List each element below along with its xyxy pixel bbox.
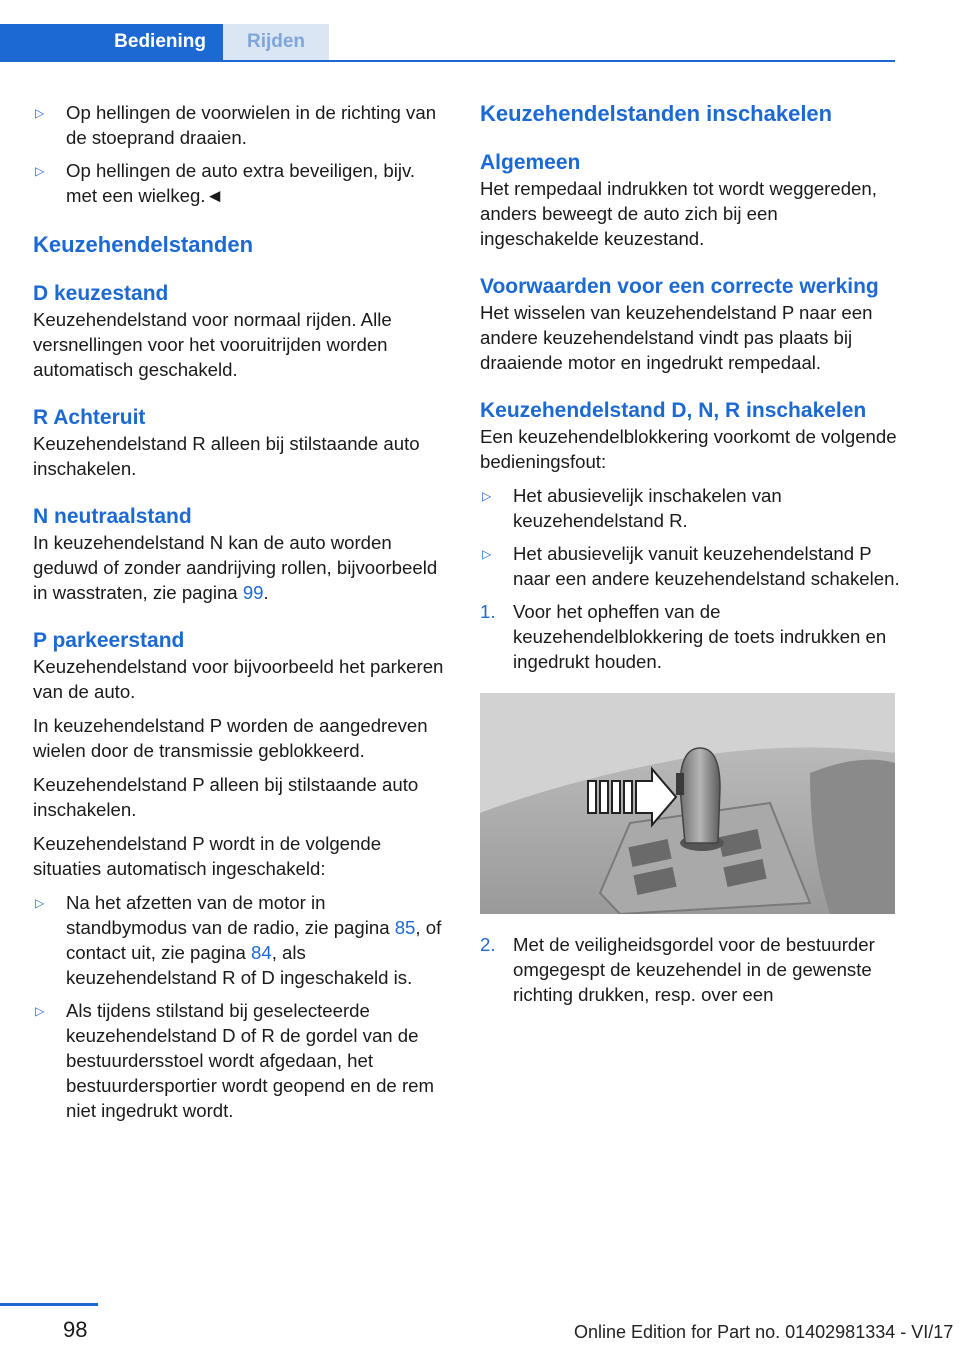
steps-list	[480, 599, 900, 674]
right-column	[480, 100, 900, 1015]
subheading-d: D keuzestand	[33, 282, 169, 305]
subheading-n: N neutraalstand	[33, 505, 192, 528]
page-number: 98	[63, 1317, 88, 1342]
subheading-p: P parkeerstand	[33, 629, 185, 652]
edition-label: Online Edition for Part no. 01402981334 - VI/17	[574, 1322, 954, 1342]
error-list	[480, 483, 900, 591]
section-heading: Keuzehendelstanden	[33, 232, 254, 257]
page-link[interactable]: 84	[251, 942, 272, 963]
paragraph: Keuzehendelstand voor bijvoorbeeld het parkeren van de auto.	[33, 656, 444, 702]
header-rule	[0, 60, 895, 62]
list-item: ▷ Het abusievelijk inschakelen van keuzehendelstand R.	[482, 485, 782, 531]
paragraph: Het rempedaal indrukken tot wordt weggereden, anders beweegt de auto zich bij een ingeschakelde keuzestand.	[480, 178, 877, 249]
subheading-algemeen: Algemeen	[480, 151, 581, 174]
tab-rijden[interactable]: Rijden	[223, 24, 329, 60]
list-item: 1. Voor het opheffen van de keuzehendelblokkering de toets indrukken en ingedrukt houden.	[480, 601, 887, 672]
page-link[interactable]: 99	[242, 582, 264, 603]
paragraph: Een keuzehendelblokkering voorkomt de volgende bedieningsfout:	[480, 426, 897, 472]
list-item: 2. Met de veiligheidsgordel voor de bestuurder omgegespt de keuzehendel in de gewenste richting drukken, resp. over een	[480, 934, 875, 1005]
subheading-r: R Achteruit	[33, 406, 146, 429]
list-item: ▷ Het abusievelijk vanuit keuzehendelstand P naar een andere keuzehendelstand schakelen.	[482, 543, 900, 589]
paragraph: Keuzehendelstand P wordt in de volgende situaties automatisch ingeschakeld:	[33, 833, 382, 879]
list-item: ▷ Na het afzetten van de motor in standbymodus van de radio, zie pagina 85, of contact uit, zie pagina 84, als keuzehendelstand R of D ingeschakeld is.	[35, 892, 442, 988]
paragraph: Keuzehendelstand R alleen bij stilstaande auto inschakelen.	[33, 433, 420, 479]
auto-p-list	[33, 890, 451, 1123]
triangle-right-icon: ▷	[35, 106, 45, 120]
triangle-right-icon: ▷	[482, 489, 492, 503]
triangle-right-icon: ▷	[35, 164, 45, 178]
footer-rule	[0, 1303, 98, 1306]
steps-list-continued	[480, 932, 900, 1007]
section-heading: Keuzehendelstanden inschakelen	[480, 101, 833, 126]
list-item: ▷ Op hellingen de voorwielen in de richting van de stoeprand draaien.	[35, 102, 437, 148]
paragraph: Keuzehendelstand voor normaal rijden. Alle versnellingen voor het vooruitrijden worden automatisch geschakeld.	[33, 309, 392, 380]
triangle-right-icon: ▷	[482, 547, 492, 561]
step-number: 2.	[480, 934, 496, 955]
paragraph: Het wisselen van keuzehendelstand P naar een andere keuzehendelstand vindt pas plaats bij draaiende motor en ingedrukt rempedaal.	[480, 302, 873, 373]
left-column	[33, 100, 451, 1131]
list-item: ▷ Als tijdens stilstand bij geselecteerde keuzehendelstand D of R de gordel van de bestuurdersstoel wordt afgedaan, het bestuurdersportier wordt geopend en de rem niet ingedrukt wordt.	[35, 1000, 434, 1121]
triangle-right-icon: ▷	[35, 1004, 45, 1018]
page-link[interactable]: 85	[394, 917, 416, 938]
chapter-tabs	[0, 0, 895, 62]
tab-bediening[interactable]: Bediening	[0, 24, 223, 60]
triangle-right-icon: ▷	[35, 896, 45, 910]
gear-selector-illustration	[480, 693, 895, 914]
paragraph: Keuzehendelstand P alleen bij stilstaande auto inschakelen.	[33, 774, 419, 820]
paragraph: In keuzehendelstand P worden de aangedreven wielen door de transmissie geblokkeerd.	[33, 715, 428, 761]
paragraph: In keuzehendelstand N kan de auto worden geduwd of zonder aandrijving rollen, bijvoorbeeld in wasstraten, zie pagina 99.	[33, 532, 438, 603]
step-number: 1.	[480, 601, 496, 622]
subheading-dnr: Keuzehendelstand D, N, R inschakelen	[480, 399, 867, 422]
parking-tips-list	[33, 100, 451, 208]
subheading-voorwaarden: Voorwaarden voor een correcte werking	[480, 275, 879, 298]
list-item: ▷ Op hellingen de auto extra beveiligen, bijv. met een wielkeg.◄	[35, 160, 416, 206]
